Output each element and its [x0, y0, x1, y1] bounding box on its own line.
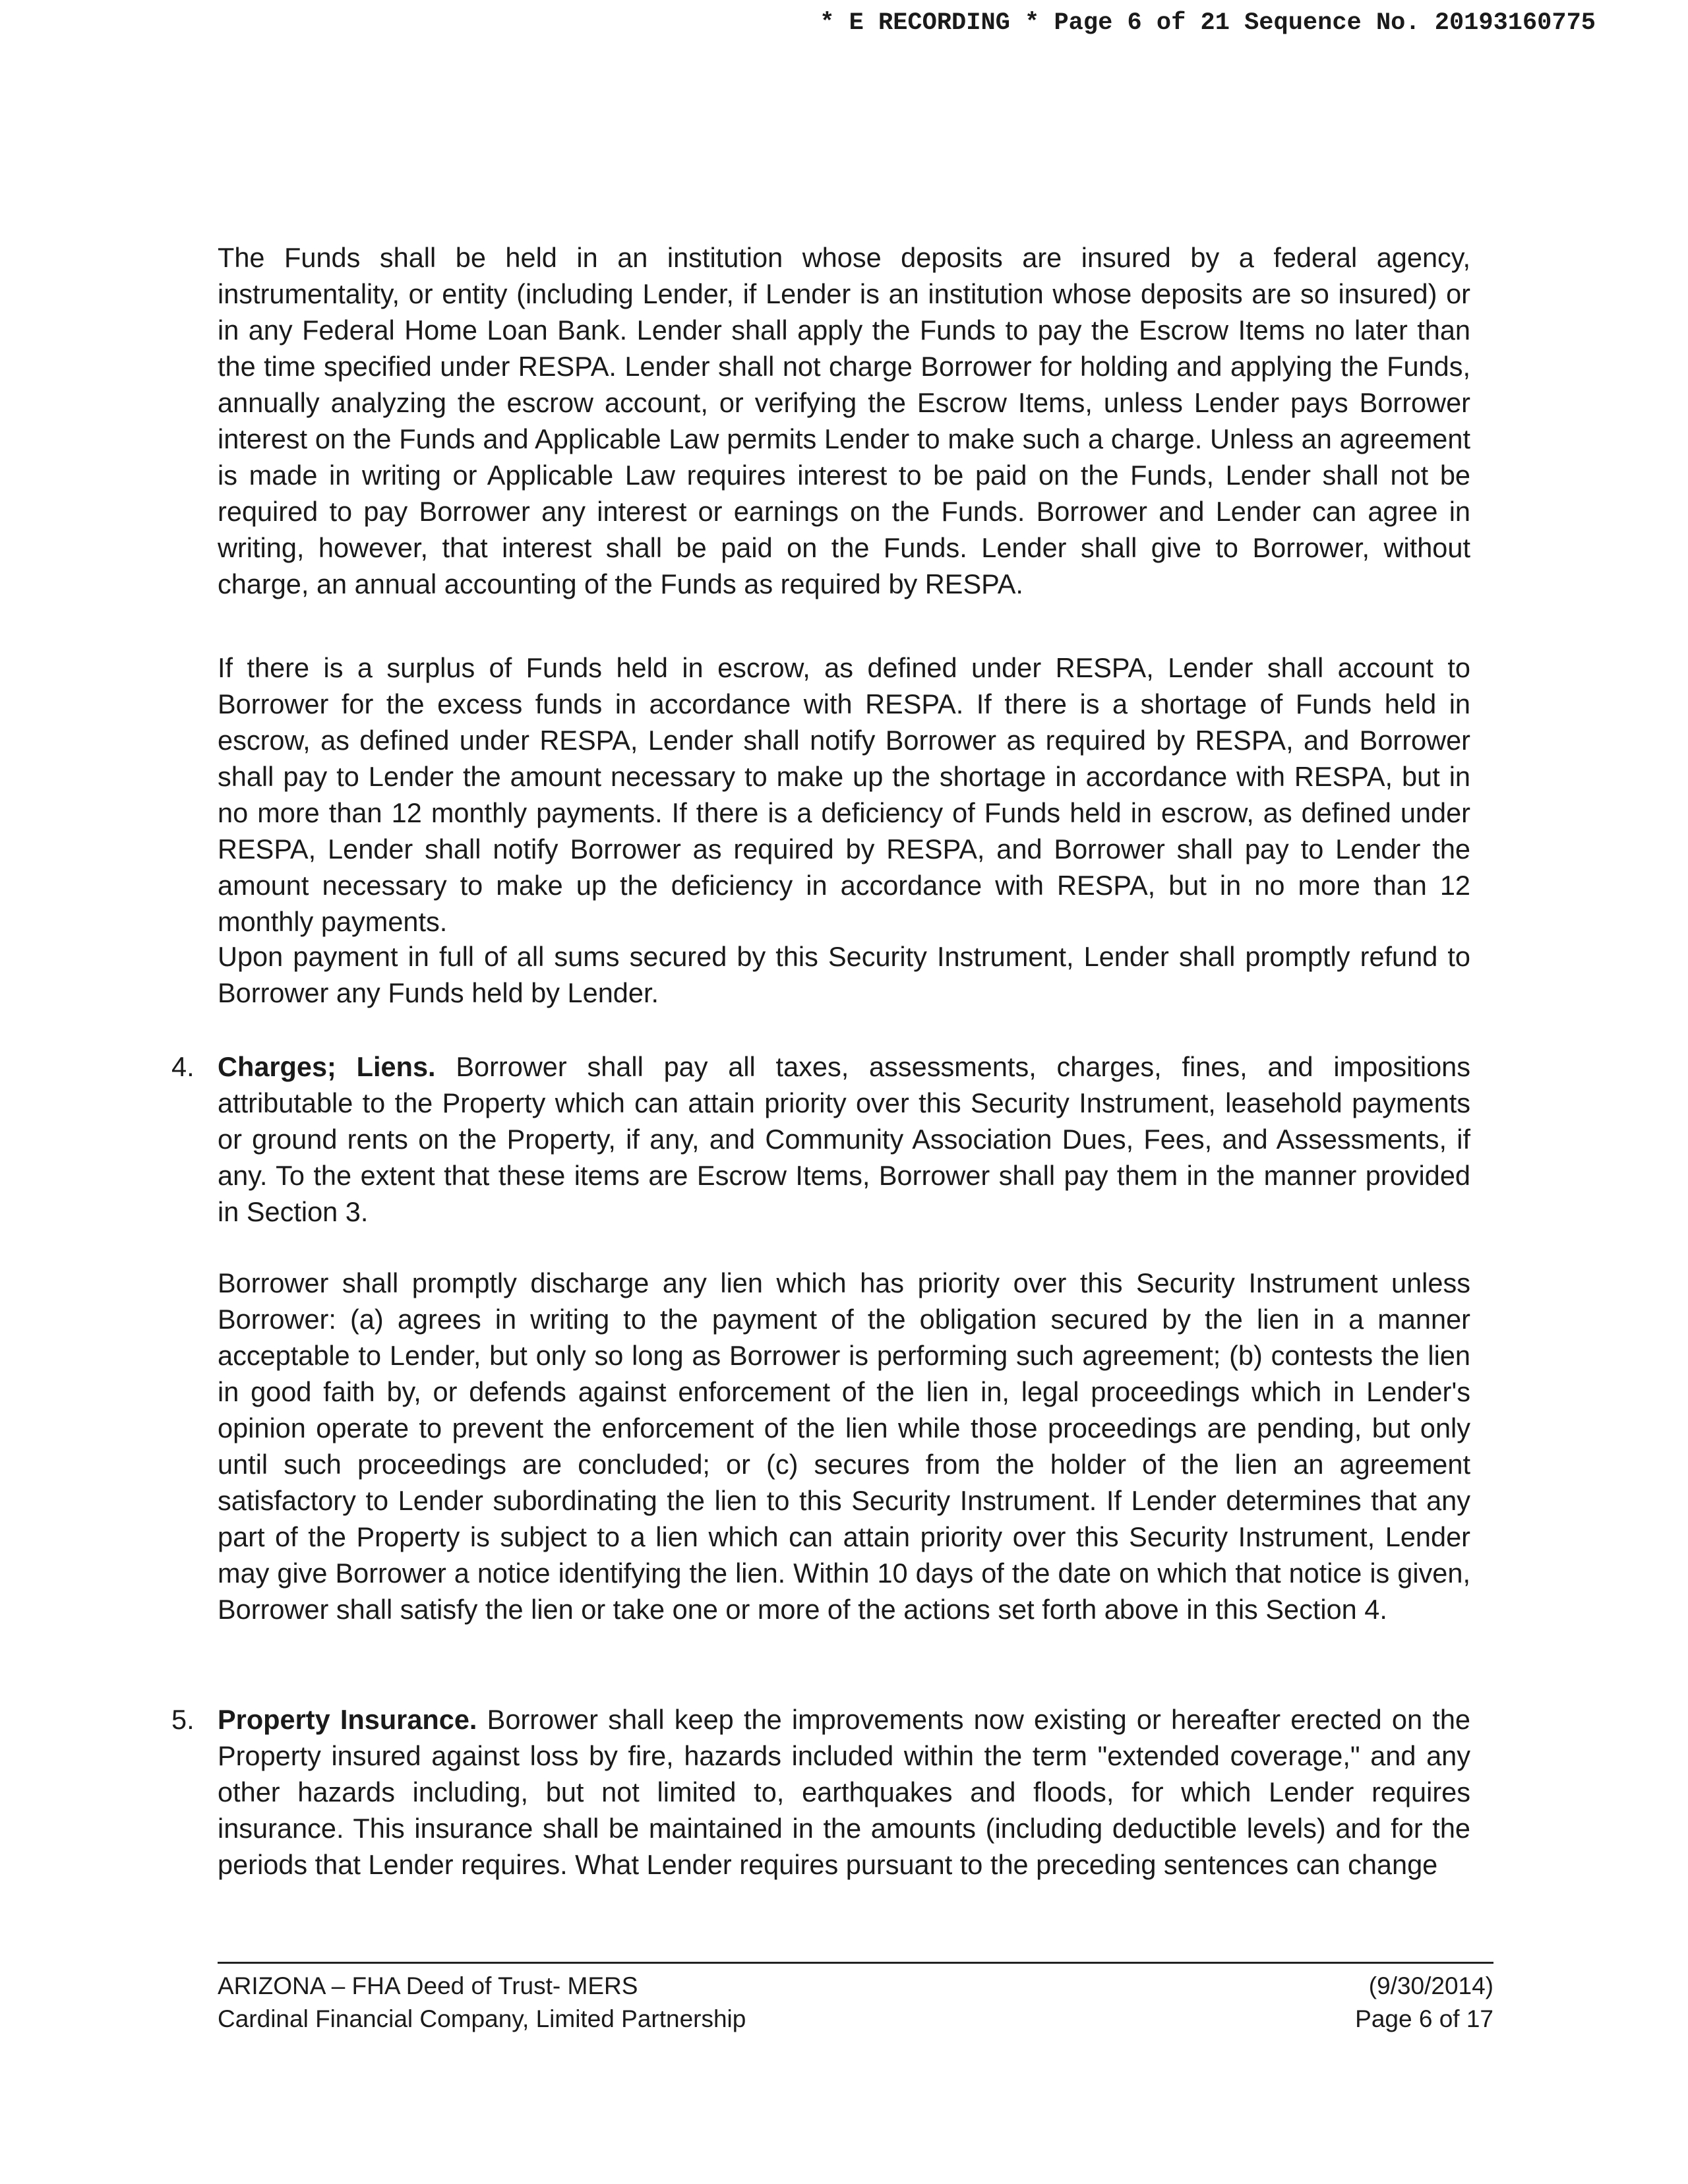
section-4-title: Charges; Liens. — [218, 1051, 436, 1082]
footer-company: Cardinal Financial Company, Limited Partnership — [218, 2005, 746, 2032]
section-5-number: 5. — [171, 1704, 195, 1735]
footer-left — [218, 1970, 746, 2036]
section-5-text: Borrower shall keep the improvements now existing or hereafter erected on the Property insured against loss by fire, hazards included within the term "extended coverage," and any other hazards including, but not limited to, earthquakes and floods, for which Lender requires insurance. This insurance shall be maintained in the amounts (including deductible levels) and for the periods that Lender requires. What Lender requires pursuant to the preceding sentences can change — [218, 1704, 1470, 1880]
section-5-title: Property Insurance. — [218, 1704, 477, 1735]
refund-paragraph: Upon payment in full of all sums secured by this Security Instrument, Lender shall promptly refund to Borrower any Funds held by Lender. — [218, 941, 1470, 1008]
footer-page-number: Page 6 of 17 — [1355, 2005, 1493, 2032]
section-4-number: 4. — [171, 1051, 195, 1082]
footer-divider — [218, 1962, 1493, 1964]
footer-form-name: ARIZONA – FHA Deed of Trust- MERS — [218, 1972, 638, 1999]
section-5-property-insurance — [171, 1701, 1470, 1883]
section-4-charges-liens — [171, 1048, 1470, 1230]
footer-form-date: (9/30/2014) — [1368, 1972, 1493, 1999]
recording-header: * E RECORDING * Page 6 of 21 Sequence No. 20193160775 — [820, 9, 1596, 37]
section-4-text: Borrower shall pay all taxes, assessments, charges, fines, and impositions attributable to the Property which can attain priority over this Security Instrument, leasehold payments or ground rents on the Property, if any, and Community Association Dues, Fees, and Assessments, if any. To the extent that these items are Escrow Items, Borrower shall pay them in the manner provided in Section 3. — [218, 1051, 1470, 1227]
surplus-paragraph: If there is a surplus of Funds held in escrow, as defined under RESPA, Lender shall account to Borrower for the excess funds in accordance with RESPA. If there is a shortage of Funds held in escrow, as defined under RESPA, Lender shall notify Borrower as required by RESPA, and Borrower shall pay to Lender the amount necessary to make up the shortage in accordance with RESPA, but in no more than 12 monthly payments. If there is a deficiency of Funds held in escrow, as defined under RESPA, Lender shall notify Borrower as required by RESPA, and Borrower shall pay to Lender the amount necessary to make up the deficiency in accordance with RESPA, but in no more than 12 monthly payments. — [218, 652, 1470, 937]
funds-held-paragraph: The Funds shall be held in an institution whose deposits are insured by a federal agency, instrumentality, or entity (including Lender, if Lender is an institution whose deposits are so insured) or in any Federal Home Loan Bank. Lender shall apply the Funds to pay the Escrow Items no later than the time specified under RESPA. Lender shall not charge Borrower for holding and applying the Funds, annually analyzing the escrow account, or verifying the Escrow Items, unless Lender pays Borrower interest on the Funds and Applicable Law permits Lender to make such a charge. Unless an agreement is made in writing or Applicable Law requires interest to be paid on the Funds, Lender shall not be required to pay Borrower any interest or earnings on the Funds. Borrower and Lender can agree in writing, however, that interest shall be paid on the Funds. Lender shall give to Borrower, without charge, an annual accounting of the Funds as required by RESPA. — [218, 242, 1470, 599]
footer-right — [1253, 1970, 1493, 2036]
lien-discharge-paragraph: Borrower shall promptly discharge any lien which has priority over this Security Instrument unless Borrower: (a) agrees in writing to the payment of the obligation secured by the lien in a manner acceptable to Lender, but only so long as Borrower is performing such agreement; (b) contests the lien in good faith by, or defends against enforcement of the lien in, legal proceedings which in Lender's opinion operate to prevent the enforcement of the lien while those proceedings are pending, but only until such proceedings are concluded; or (c) secures from the holder of the lien an agreement satisfactory to Lender subordinating the lien to this Security Instrument. If Lender determines that any part of the Property is subject to a lien which can attain priority over this Security Instrument, Lender may give Borrower a notice identifying the lien. Within 10 days of the date on which that notice is given, Borrower shall satisfy the lien or take one or more of the actions set forth above in this Section 4. — [218, 1267, 1470, 1625]
